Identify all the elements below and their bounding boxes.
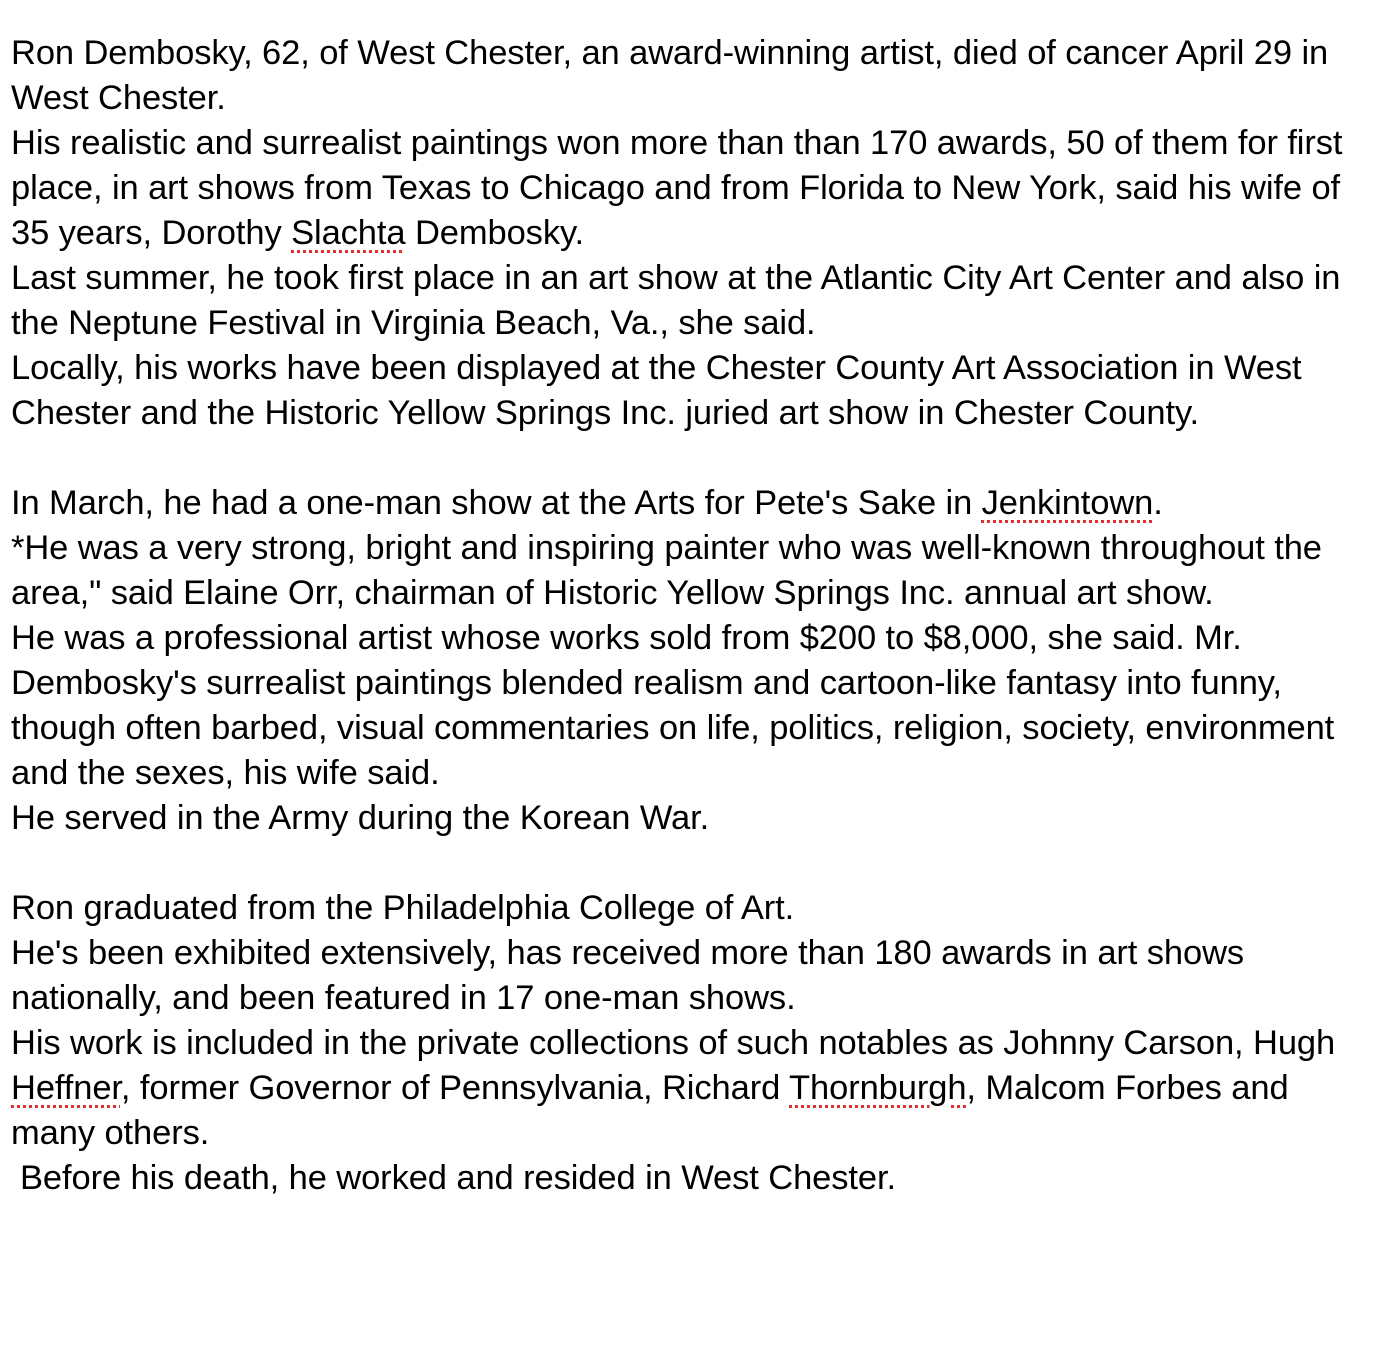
- blank-line: [11, 841, 1381, 886]
- paragraph: [11, 931, 1381, 1021]
- paragraph: [11, 1156, 1381, 1201]
- blank-line: [11, 436, 1381, 481]
- paragraph: [11, 31, 1381, 121]
- text-run: He's been exhibited extensively, has received more than 180 awards in art shows nationally, and been featured in 17 one-man shows.: [11, 934, 1245, 1017]
- text-run: In March, he had a one-man show at the Arts for Pete's Sake in: [11, 484, 982, 522]
- text-run: Before his death, he worked and resided in West Chester.: [20, 1159, 896, 1197]
- paragraph: [11, 616, 1381, 796]
- text-run: His realistic and surrealist paintings won more than than 170 awards, 50 of them for first place, in art shows from Texas to Chicago and from Florida to New York, said his wife of 35 years, Dorothy: [11, 124, 1343, 252]
- paragraph: [11, 121, 1381, 256]
- text-run: .: [1153, 484, 1163, 522]
- text-run: , Malcom Forbes and many others.: [11, 1069, 1289, 1152]
- text-run: His work is included in the private collections of such notables as Johnny Carson, Hugh: [11, 1024, 1336, 1062]
- misspelled-word[interactable]: Slachta: [291, 214, 406, 252]
- text-run: Dembosky.: [405, 214, 585, 252]
- misspelled-word[interactable]: Jenkintown: [981, 484, 1154, 522]
- paragraph: [11, 796, 1381, 841]
- paragraph: [11, 481, 1381, 526]
- misspelled-word[interactable]: Heffner: [11, 1069, 121, 1107]
- misspelled-word[interactable]: Thornburgh: [789, 1069, 967, 1107]
- paragraph: [11, 886, 1381, 931]
- document-body[interactable]: [11, 31, 1381, 1201]
- paragraph: [11, 1021, 1381, 1156]
- text-run: Locally, his works have been displayed at the Chester County Art Association in West Chester and the Historic Yellow Springs Inc. juried art show in Chester County.: [11, 349, 1302, 432]
- paragraph: [11, 256, 1381, 346]
- text-run: , former Governor of Pennsylvania, Richard: [120, 1069, 790, 1107]
- paragraph: [11, 346, 1381, 436]
- text-run: Last summer, he took first place in an art show at the Atlantic City Art Center and also in the Neptune Festival in Virginia Beach, Va., she said.: [11, 259, 1341, 342]
- text-run: He served in the Army during the Korean War.: [11, 799, 710, 837]
- text-run: Ron Dembosky, 62, of West Chester, an award-winning artist, died of cancer April 29 in West Chester.: [11, 34, 1329, 117]
- text-run: He was a professional artist whose works sold from $200 to $8,000, she said. Mr. Dembosky's surrealist paintings blended realism and cartoon-like fantasy into funny, though often barbed, visual commentaries on life, politics, religion, society, environment and the sexes, his wife said.: [11, 619, 1335, 792]
- text-run: *He was a very strong, bright and inspiring painter who was well-known throughout the area," said Elaine Orr, chairman of Historic Yellow Springs Inc. annual art show.: [11, 529, 1322, 612]
- paragraph: [11, 526, 1381, 616]
- text-run: Ron graduated from the Philadelphia College of Art.: [11, 889, 795, 927]
